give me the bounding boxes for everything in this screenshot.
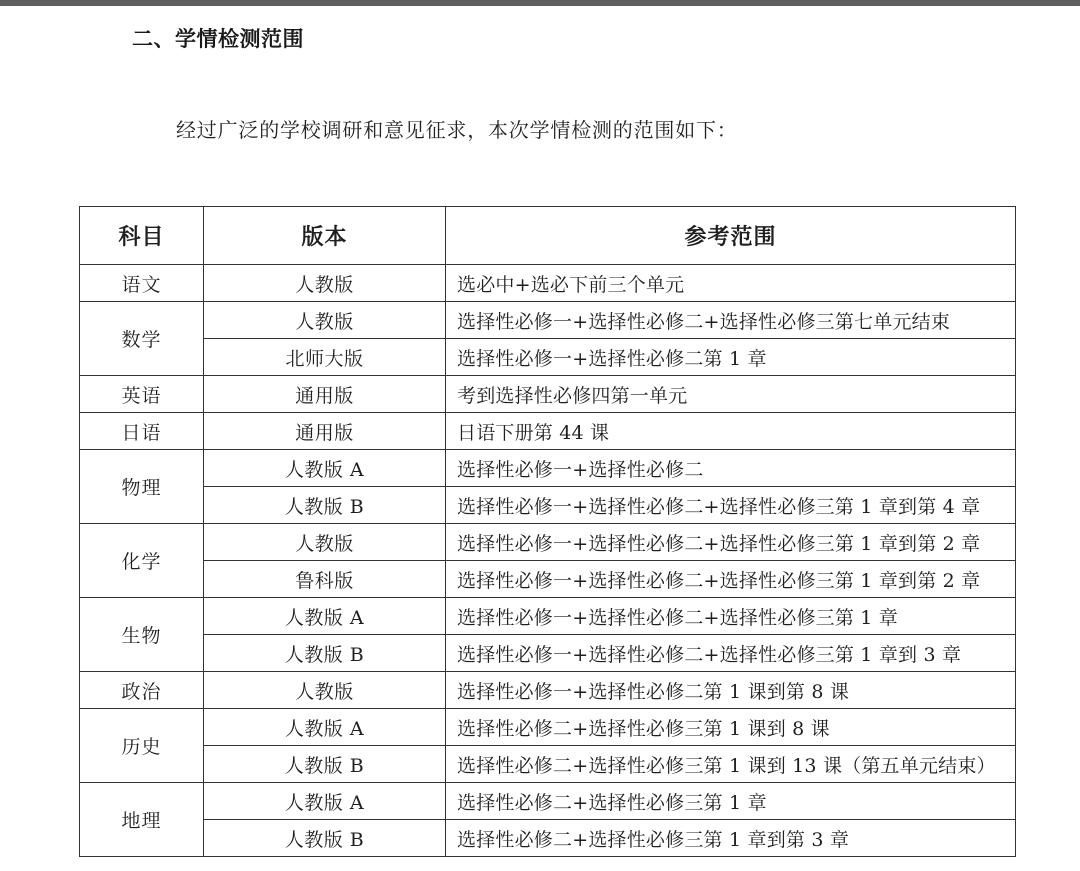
subject-cell: 政治 [80,672,204,709]
edition-cell: 人教版 [204,302,446,339]
range-cell: 选择性必修一+选择性必修二第 1 章 [446,339,1016,376]
table-row [80,265,1016,302]
table-row [80,413,1016,450]
range-cell: 选择性必修一+选择性必修二+选择性必修三第七单元结束 [446,302,1016,339]
table-row [80,672,1016,709]
top-edge-bar [0,0,1080,6]
intro-paragraph: 经过广泛的学校调研和意见征求，本次学情检测的范围如下： [176,118,738,142]
section-heading: 二、学情检测范围 [132,27,304,51]
edition-cell: 鲁科版 [204,561,446,598]
edition-cell: 人教版 [204,672,446,709]
subject-cell: 历史 [80,709,204,783]
edition-cell: 人教版 [204,265,446,302]
table-row [80,820,1016,857]
edition-cell: 通用版 [204,376,446,413]
table-row [80,339,1016,376]
edition-cell: 人教版 [204,524,446,561]
edition-cell: 人教版 B [204,820,446,857]
subject-cell: 日语 [80,413,204,450]
subject-cell: 生物 [80,598,204,672]
subject-cell: 英语 [80,376,204,413]
table-row [80,487,1016,524]
table-row [80,302,1016,339]
table-row [80,450,1016,487]
subject-cell: 化学 [80,524,204,598]
header-row [80,207,1016,265]
table-row [80,561,1016,598]
edition-cell: 人教版 A [204,783,446,820]
header-edition: 版本 [204,207,446,265]
range-cell: 选择性必修一+选择性必修二第 1 课到第 8 课 [446,672,1016,709]
header-subject: 科目 [80,207,204,265]
edition-cell: 人教版 B [204,746,446,783]
edition-cell: 北师大版 [204,339,446,376]
subject-cell: 地理 [80,783,204,857]
table-row [80,783,1016,820]
range-cell: 选择性必修二+选择性必修三第 1 课到 8 课 [446,709,1016,746]
scope-table-header [80,207,1016,265]
edition-cell: 通用版 [204,413,446,450]
range-cell: 选择性必修二+选择性必修三第 1 章 [446,783,1016,820]
range-cell: 选择性必修一+选择性必修二+选择性必修三第 1 章到 3 章 [446,635,1016,672]
edition-cell: 人教版 B [204,635,446,672]
scope-table-body [80,265,1016,857]
subject-cell: 语文 [80,265,204,302]
edition-cell: 人教版 A [204,450,446,487]
header-range: 参考范围 [446,207,1016,265]
scope-table [79,206,1016,857]
table-row [80,746,1016,783]
range-cell: 选择性必修一+选择性必修二+选择性必修三第 1 章 [446,598,1016,635]
table-row [80,524,1016,561]
edition-cell: 人教版 A [204,598,446,635]
edition-cell: 人教版 B [204,487,446,524]
edition-cell: 人教版 A [204,709,446,746]
table-row [80,376,1016,413]
range-cell: 选择性必修一+选择性必修二 [446,450,1016,487]
range-cell: 选择性必修二+选择性必修三第 1 课到 13 课（第五单元结束） [446,746,1016,783]
subject-cell: 数学 [80,302,204,376]
range-cell: 日语下册第 44 课 [446,413,1016,450]
range-cell: 选择性必修一+选择性必修二+选择性必修三第 1 章到第 2 章 [446,524,1016,561]
range-cell: 选必中+选必下前三个单元 [446,265,1016,302]
table-row [80,709,1016,746]
range-cell: 选择性必修一+选择性必修二+选择性必修三第 1 章到第 2 章 [446,561,1016,598]
table-row [80,598,1016,635]
range-cell: 考到选择性必修四第一单元 [446,376,1016,413]
range-cell: 选择性必修一+选择性必修二+选择性必修三第 1 章到第 4 章 [446,487,1016,524]
subject-cell: 物理 [80,450,204,524]
range-cell: 选择性必修二+选择性必修三第 1 章到第 3 章 [446,820,1016,857]
table-row [80,635,1016,672]
